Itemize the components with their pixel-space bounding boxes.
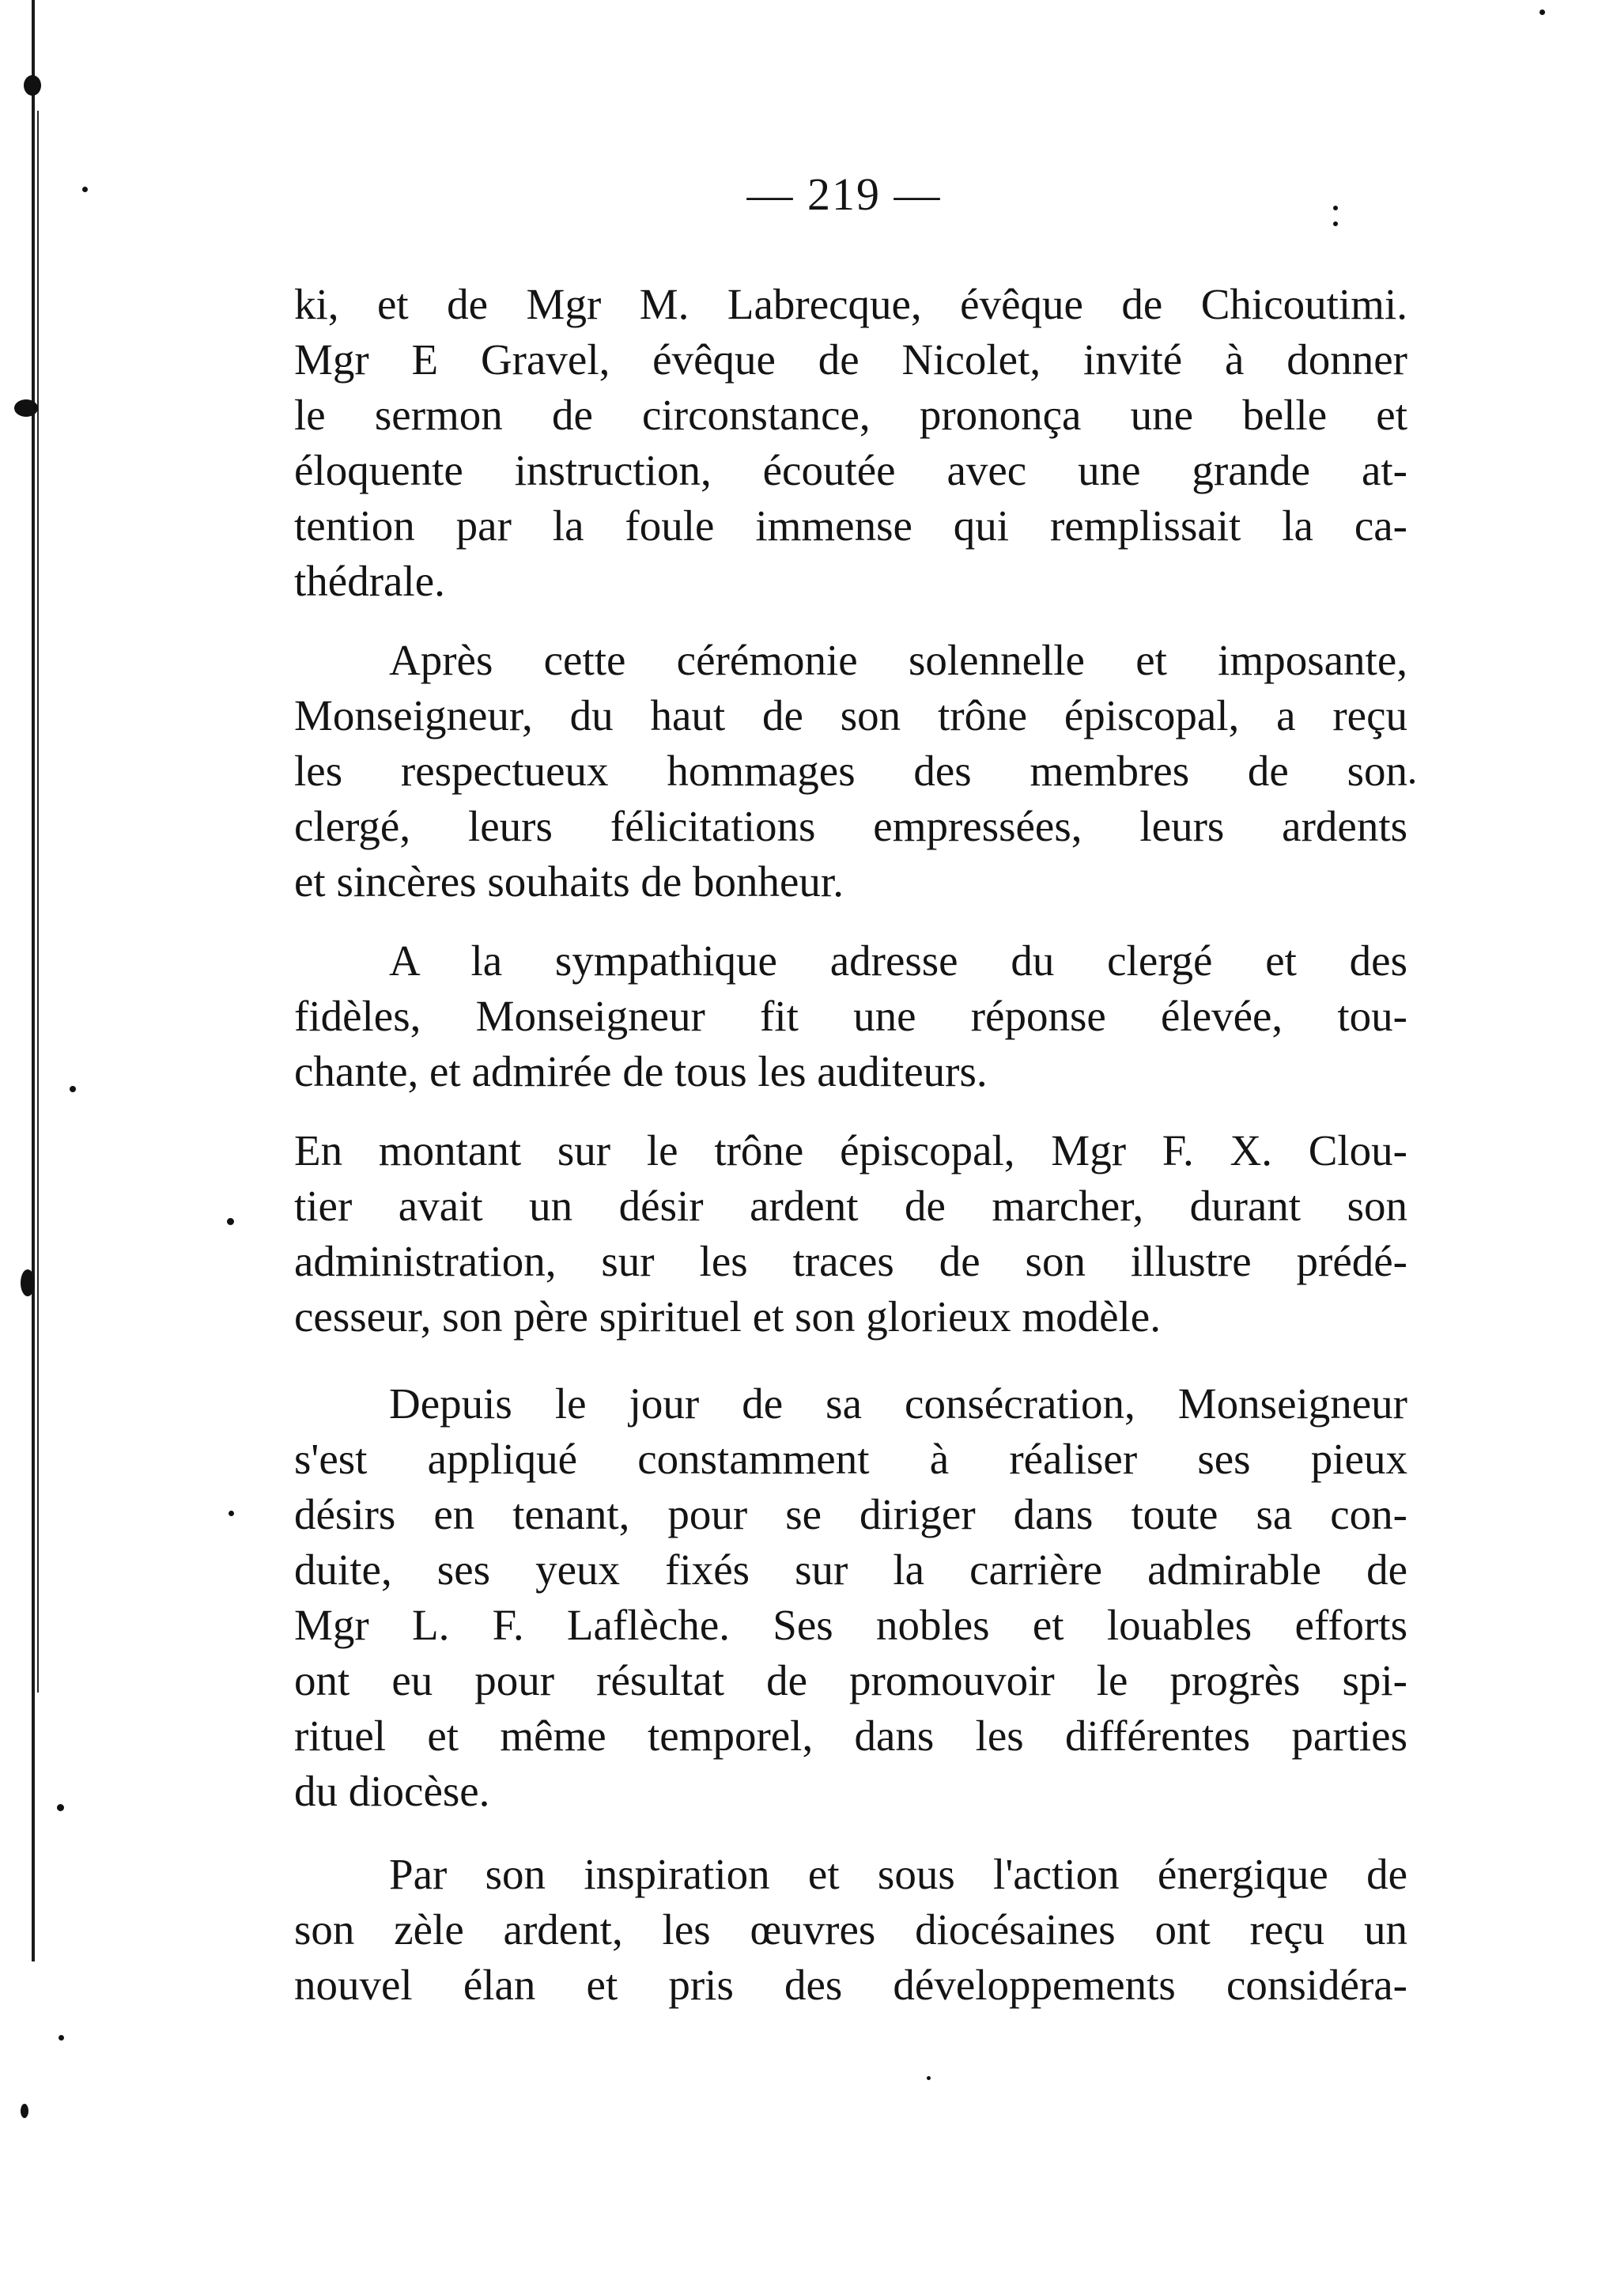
text-line: éloquente instruction, écoutée avec une grande at- — [294, 446, 1407, 494]
text-line: Monseigneur, du haut de son trône épiscopal, a reçu — [294, 691, 1407, 739]
scan-speck — [70, 1086, 76, 1092]
text-line: tention par la foule immense qui remplissait la ca- — [294, 501, 1407, 550]
text-line: Par son inspiration et sous l'action énergique de — [389, 1850, 1407, 1898]
text-line: chante, et admirée de tous les auditeurs. — [294, 1047, 988, 1095]
text-line: et sincères souhaits de bonheur. — [294, 857, 844, 906]
text-line: ont eu pour résultat de promouvoir le progrès spi- — [294, 1656, 1407, 1704]
scan-speck — [229, 1511, 234, 1516]
text-line: les respectueux hommages des membres de son — [294, 747, 1407, 795]
scan-speck — [1540, 9, 1545, 15]
text-line: rituel et même temporel, dans les différentes parties — [294, 1712, 1407, 1760]
text-line: le sermon de circonstance, prononça une belle et — [294, 391, 1407, 439]
text-line: cesseur, son père spirituel et son glorieux modèle. — [294, 1292, 1161, 1341]
text-line: Après cette cérémonie solennelle et imposante, — [389, 636, 1407, 684]
text-line: Depuis le jour de sa consécration, Monseigneur — [389, 1379, 1407, 1428]
text-line: désirs en tenant, pour se diriger dans toute sa con- — [294, 1490, 1407, 1538]
binding-edge — [32, 0, 35, 1961]
text-line: nouvel élan et pris des développements considéra- — [294, 1961, 1407, 2009]
text-line: du diocèse. — [294, 1767, 490, 1815]
text-line: administration, sur les traces de son illustre prédé- — [294, 1237, 1407, 1285]
text-line: fidèles, Monseigneur fit une réponse élevée, tou- — [294, 992, 1407, 1040]
text-line: thédrale. — [294, 557, 445, 605]
scan-speck — [24, 75, 41, 96]
binding-shadow-line — [37, 111, 39, 1693]
scan-speck — [59, 2035, 64, 2041]
scan-speck — [21, 2104, 28, 2118]
text-line: tier avait un désir ardent de marcher, durant son — [294, 1182, 1407, 1230]
text-line: son zèle ardent, les œuvres diocésaines ont reçu un — [294, 1905, 1407, 1954]
text-line: duite, ses yeux fixés sur la carrière admirable de — [294, 1545, 1407, 1594]
text-line: s'est appliqué constamment à réaliser ses pieux — [294, 1435, 1407, 1483]
scan-speck — [1333, 221, 1338, 226]
scan-speck — [1410, 779, 1415, 784]
scan-speck — [927, 2076, 931, 2080]
text-line: En montant sur le trône épiscopal, Mgr F. X. Clou- — [294, 1126, 1407, 1174]
text-line: A la sympathique adresse du clergé et des — [389, 936, 1407, 985]
scan-speck — [57, 1804, 64, 1811]
scan-speck — [14, 399, 38, 417]
text-line: Mgr L. F. Laflèche. Ses nobles et louables efforts — [294, 1601, 1407, 1649]
page-number: — 219 — — [746, 168, 942, 220]
scan-speck — [227, 1218, 234, 1225]
text-line: ki, et de Mgr M. Labrecque, évêque de Chicoutimi. — [294, 280, 1407, 328]
scan-speck — [21, 1269, 35, 1296]
text-line: clergé, leurs félicitations empressées, leurs ardents — [294, 802, 1407, 850]
text-line: Mgr E Gravel, évêque de Nicolet, invité à donner — [294, 335, 1407, 384]
